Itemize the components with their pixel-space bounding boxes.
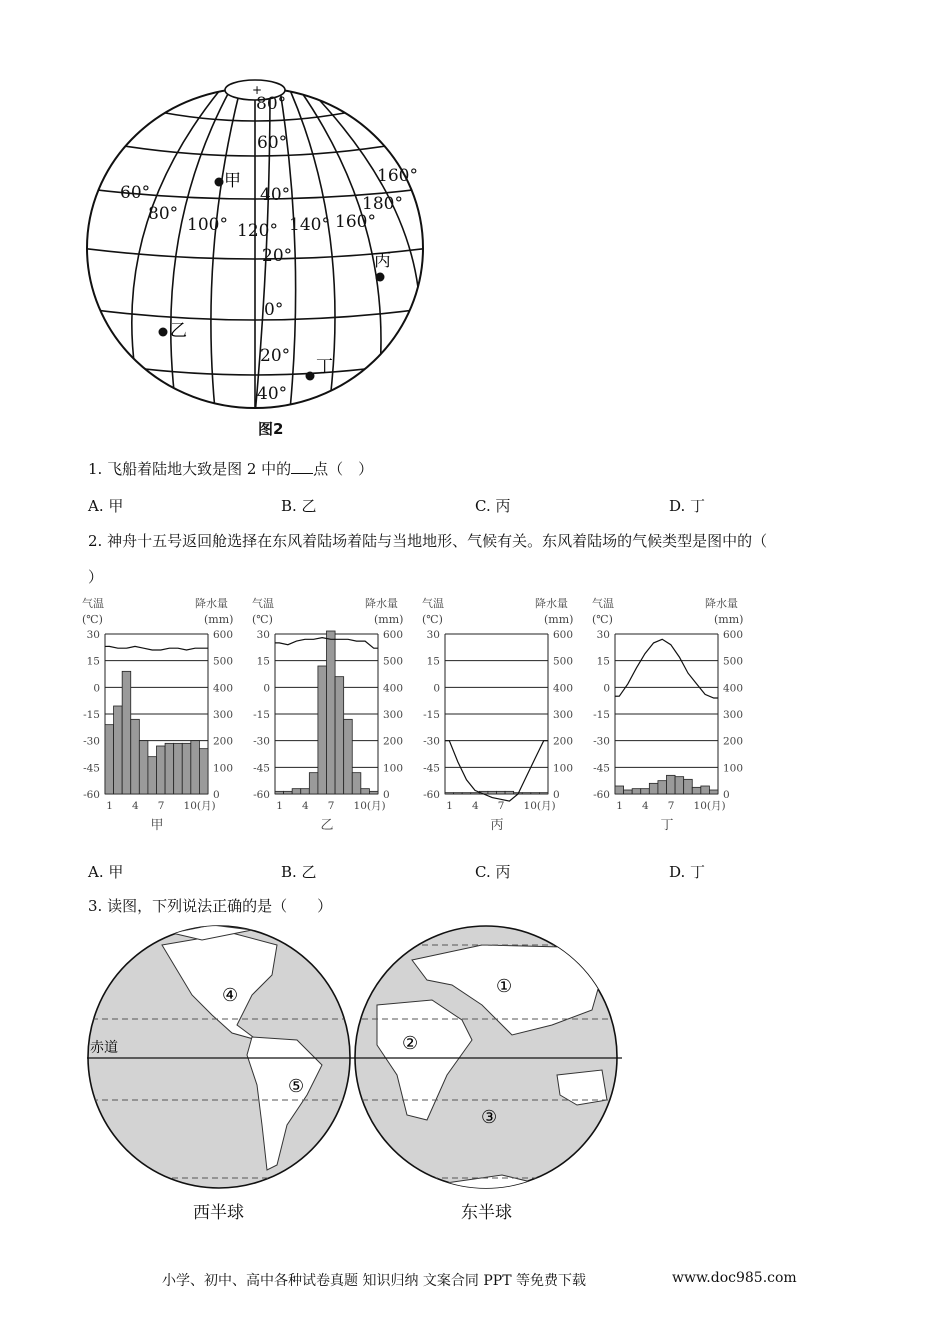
lon-label: 160° [377,166,418,186]
precip-bar [641,789,650,794]
precip-tick-label: 400 [553,682,574,695]
option-c[interactable]: C. 丙 [475,497,511,515]
precip-axis-title: 降水量 [705,597,738,610]
temperature-line [615,639,718,698]
x-tick-label: 10(月) [523,800,556,812]
precip-bar [684,779,693,794]
precip-axis-title: 降水量 [535,597,568,610]
lat-label: 0° [264,300,284,320]
precip-bar [309,773,318,794]
option-a[interactable]: A. 甲 [88,863,124,881]
temp-tick-label: -30 [83,735,100,748]
temp-axis-title: 气温 [252,597,274,610]
precip-bar [361,789,370,794]
precip-axis-unit: (mm) [374,613,404,626]
precip-bar [335,677,344,794]
temp-tick-label: -45 [593,762,610,775]
temp-tick-label: 0 [603,682,610,695]
precip-tick-label: 0 [723,789,730,801]
precip-bar [318,666,327,794]
x-tick-label: 7 [497,800,505,812]
x-tick-label: 1 [446,800,453,812]
precip-bar [649,783,658,794]
precip-bar [632,789,641,794]
x-tick-label: 1 [616,800,623,812]
x-tick-label: 10(月) [353,800,386,812]
precip-tick-label: 300 [213,709,234,721]
option-d[interactable]: D. 丁 [669,863,706,881]
footer-url[interactable]: www.doc985.com [672,1270,797,1286]
precip-bar [454,793,463,794]
precip-tick-label: 100 [213,762,234,775]
climate-chart-0 [80,593,250,838]
precip-bar [327,631,336,794]
temp-axis-unit: (℃) [592,613,613,626]
footer-ad-text: 小学、初中、高中各种试卷真题 知识归纳 文案合同 PPT 等免费下载 [162,1273,586,1289]
climate-charts [80,593,760,838]
precip-tick-label: 500 [553,655,574,668]
temp-tick-label: 15 [426,655,440,668]
lon-label: 140° [289,215,330,235]
precip-bar [292,789,301,794]
precip-bar [615,786,624,794]
temp-tick-label: -30 [423,735,440,748]
precip-tick-label: 200 [723,735,744,748]
pole-plus: + [252,83,263,97]
precip-bar [122,671,131,794]
precip-tick-label: 0 [553,789,560,801]
precip-tick-label: 400 [213,682,234,695]
temp-tick-label: 30 [256,629,270,641]
precip-bar [462,793,471,794]
temp-axis-title: 气温 [82,597,104,610]
temp-tick-label: -60 [423,789,440,801]
equator-label: 赤道 [90,1040,118,1056]
point-yi: 乙 [170,321,187,341]
option-d[interactable]: D. 丁 [669,497,706,515]
temp-tick-label: -15 [83,709,100,721]
x-tick-label: 10(月) [183,800,216,812]
precip-bar [667,775,676,794]
temp-tick-label: -15 [423,709,440,721]
temp-tick-label: 0 [263,682,270,695]
precip-bar [139,741,148,794]
precip-tick-label: 100 [383,762,404,775]
precip-bar [539,793,548,794]
precip-bar [191,741,200,794]
precip-bar [658,781,667,794]
x-tick-label: 1 [106,800,113,812]
temp-tick-label: 0 [93,682,100,695]
temp-tick-label: -15 [593,709,610,721]
question-1 [88,458,373,480]
question-1-text: 1. 飞船着陆地大致是图 2 中的 [88,460,292,478]
precip-tick-label: 100 [553,762,574,775]
lon-label: 80° [148,204,179,224]
temp-tick-label: -45 [253,762,270,775]
precip-bar [182,743,191,794]
precip-tick-label: 300 [553,709,574,721]
precip-bar [174,743,183,794]
precip-bar [445,793,454,794]
precip-axis-unit: (mm) [714,613,744,626]
precip-tick-label: 200 [213,735,234,748]
marker-5: ⑤ [288,1076,305,1097]
chart-name-label: 丙 [490,818,504,833]
x-tick-label: 7 [667,800,675,812]
point-bing: 丙 [374,251,391,271]
lat-label: 80° [256,94,287,114]
temp-tick-label: 30 [86,629,100,641]
precip-axis-unit: (mm) [544,613,574,626]
point-ding: 丁 [316,357,333,377]
precip-bar [522,793,531,794]
precip-bar [165,743,174,794]
precip-tick-label: 400 [383,682,404,695]
question-1-text-end: 点（ ） [313,460,374,478]
marker-1: ① [496,976,513,997]
precip-bar [531,793,540,794]
precip-tick-label: 200 [553,735,574,748]
precip-tick-label: 300 [723,709,744,721]
precip-bar [709,790,718,794]
x-tick-label: 4 [472,800,479,812]
precip-tick-label: 500 [723,655,744,668]
east-hemisphere-label: 东半球 [461,1203,512,1223]
precip-tick-label: 100 [723,762,744,775]
precip-bar [369,791,378,794]
marker-2: ② [402,1033,419,1054]
hemispheres-map [82,925,627,1225]
temp-tick-label: 30 [426,629,440,641]
precip-bar [284,791,293,794]
temp-axis-unit: (℃) [422,613,443,626]
x-tick-label: 4 [302,800,309,812]
lon-label: 120° [237,221,278,241]
west-hemisphere-label: 西半球 [193,1203,244,1223]
temp-tick-label: -45 [423,762,440,775]
precip-bar [352,773,361,794]
precip-bar [701,786,710,794]
point-jia: 甲 [224,171,241,191]
precip-bar [114,706,123,794]
temp-tick-label: -60 [83,789,100,801]
globe-figure [80,70,430,415]
precip-axis-unit: (mm) [204,613,234,626]
chart-name-label: 乙 [320,818,334,833]
precip-bar [505,791,514,794]
lat-label: 60° [257,133,288,153]
answer-blank [291,459,313,474]
precip-bar [624,790,633,794]
climate-chart-2 [420,593,590,838]
precip-tick-label: 0 [213,789,220,801]
temp-tick-label: 15 [256,655,270,668]
marker-3: ③ [481,1107,498,1128]
x-tick-label: 7 [157,800,165,812]
precip-bar [488,791,497,794]
precip-bar [344,719,353,794]
x-tick-label: 4 [642,800,649,812]
question-2-line1: 2. 神舟十五号返回舱选择在东风着陆场着陆与当地地形、气候有关。东风着陆场的气候类型是图中的（ [88,532,768,550]
precip-bar [497,791,506,794]
question-3: 3. 读图，下列说法正确的是（ ） [88,897,333,915]
precip-bar [157,746,166,794]
temp-tick-label: -45 [83,762,100,775]
temp-axis-unit: (℃) [252,613,273,626]
lon-label: 180° [362,194,403,214]
temp-tick-label: -30 [593,735,610,748]
lon-label: 60° [120,183,151,203]
lat-label: 20° [262,246,293,266]
temp-axis-title: 气温 [592,597,614,610]
marker-4: ④ [222,985,239,1006]
chart-name-label: 丁 [660,818,674,833]
x-tick-label: 10(月) [693,800,726,812]
precip-tick-label: 500 [213,655,234,668]
precip-bar [692,787,701,794]
precip-axis-title: 降水量 [365,597,398,610]
temp-tick-label: -60 [253,789,270,801]
figure-caption: 图2 [258,420,284,438]
precip-tick-label: 600 [553,629,574,641]
lon-label: 100° [187,215,228,235]
x-tick-label: 7 [327,800,335,812]
question-2-line2: ） [88,568,104,586]
precip-bar [301,789,310,794]
option-b[interactable]: B. 乙 [281,497,317,515]
temp-axis-title: 气温 [422,597,444,610]
x-tick-label: 4 [132,800,139,812]
precip-bar [275,791,284,794]
x-tick-label: 1 [276,800,283,812]
temp-tick-label: -15 [253,709,270,721]
option-c[interactable]: C. 丙 [475,863,511,881]
precip-bar [131,719,140,794]
precip-tick-label: 600 [383,629,404,641]
temp-tick-label: 0 [433,682,440,695]
precip-tick-label: 400 [723,682,744,695]
precip-tick-label: 600 [213,629,234,641]
temp-tick-label: -30 [253,735,270,748]
precip-bar [148,757,157,794]
temp-axis-unit: (℃) [82,613,103,626]
lat-label: 20° [260,346,291,366]
option-a[interactable]: A. 甲 [88,497,124,515]
precip-bar [471,793,480,794]
lon-label: 160° [335,212,376,232]
temp-tick-label: 15 [596,655,610,668]
temp-tick-label: -60 [593,789,610,801]
chart-name-label: 甲 [150,818,164,833]
precip-tick-label: 200 [383,735,404,748]
temp-tick-label: 30 [596,629,610,641]
lat-label: 40° [260,185,291,205]
climate-chart-3 [590,593,760,838]
precip-axis-title: 降水量 [195,597,228,610]
lat-label: 40° [257,384,288,404]
precip-bar [105,725,114,794]
precip-tick-label: 500 [383,655,404,668]
climate-chart-1 [250,593,420,838]
temperature-line [105,646,208,650]
precip-tick-label: 0 [383,789,390,801]
option-b[interactable]: B. 乙 [281,863,317,881]
temp-tick-label: 15 [86,655,100,668]
precip-tick-label: 600 [723,629,744,641]
precip-bar [199,749,208,794]
precip-bar [675,777,684,794]
precip-tick-label: 300 [383,709,404,721]
